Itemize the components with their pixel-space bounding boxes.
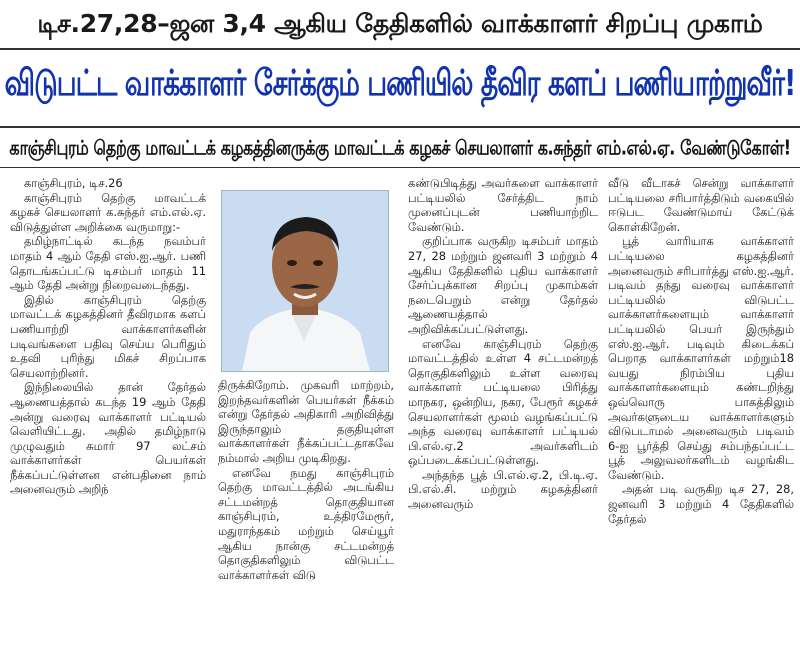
- article-column-4: [608, 176, 794, 526]
- paragraph: இதில் காஞ்சிபுரம் தெற்கு மாவட்டக் கழகத்தினர் தீவிரமாக களப் பணியாற்றி வாக்காளர்களின் படிவங்களை பதிவு செய்ய பெரிதும் உதவி புரிந்து மிகச் சிறப்பாக செயலாற்றினர்.: [10, 292, 206, 380]
- article-column-2: [218, 378, 394, 582]
- headline-main: விடுபட்ட வாக்காளர் சேர்க்கும் பணியில் தீவிர களப் பணியாற்றுவீர்!: [4, 62, 796, 105]
- paragraph: பூத் வாரியாக வாக்காளர் பட்டியலை கழகத்தினர் அனைவரும் சரிபார்த்து எஸ்.ஐ.ஆர். படிவம் தந்து வரைவு வாக்காளர் பட்டியலில் விடுபட்ட வாக்காளர்களையும் வாக்காளர் பட்டியலில் பெயர் இருந்தும் எஸ்.ஐ.ஆர். படிவும் கிடைக்கப் பெறாத வாக்காளர்கள் மற்றும்18 வயது நிரம்பிய புதிய வாக்காளர்களையும் கண்டறிந்து ஒவ்வொரு பாகத்திலும் அவர்களுடைய வாக்காளர்களும் விடுபடாமல் அனைவரும் படிவம் 6-ஐ பூர்த்தி செய்து சம்பந்தப்பட்ட பூத் அலுவலர்களிடம் வழங்கிட வேண்டும்.: [608, 234, 795, 482]
- paragraph: எனவே நமது காஞ்சிபுரம் தெற்கு மாவட்டத்தில் அடங்கிய சட்டமன்றத் தொகுதியான காஞ்சிபுரம், உத்திரமேரூர், மதுராந்தகம் மற்றும் செய்யூர் ஆகிய நான்கு சட்டமன்றத் தொகுதிகளிலும் விடுபட்ட வாக்காளர்கள் விடு: [218, 465, 394, 582]
- paragraph: தமிழ்நாட்டில் கடந்த நவம்பர் மாதம் 4 ஆம் தேதி எஸ்.ஐ.ஆர். பணி தொடங்கப்பட்டு டிசம்பர் மாதம் 11 ஆம் தேதி அன்று நிறைவடைந்தது.: [10, 234, 206, 293]
- headline-sub: காஞ்சிபுரம் தெற்கு மாவட்டக் கழகத்தினருக்கு மாவட்டக் கழகச் செயலாளர் க.சுந்தர் எம்.எல்.ஏ. வேண்டுகோள்!: [9, 135, 791, 160]
- paragraph: காஞ்சிபுரம் தெற்கு மாவட்டக் கழகச் செயலாளர் க.சுந்தர் எம்.எல்.ஏ. விடுத்துள்ள அறிக்கை வருமாறு:-: [10, 190, 206, 234]
- paragraph: அந்தந்த பூத் பி.எல்.ஏ.2, பி.டி.ஏ. பி.எல்.சி. மற்றும் கழகத்தினர் அனைவரும்: [408, 467, 598, 512]
- portrait-icon: [222, 191, 388, 371]
- paragraph: வீடு வீடாகச் சென்று வாக்காளர் பட்டியலை சரிபார்த்திடும் வகையில் ஈடுபட வேண்டுமாய் கேட்டுக் கொள்கிறேன்.: [608, 176, 794, 234]
- paragraph: இந்நிலையில் தான் தேர்தல் ஆணையத்தால் கடந்த 19 ஆம் தேதி அன்று வரைவு வாக்காளர் பட்டியல் வெளியிட்டது. அதில் தமிழ்நாடு முழுவதும் சுமார் 97 லட்சம் வாக்காளர்கள் பெயர்கள் நீக்கப்பட்டுள்ளன என்பதினை நாம் அனைவரும் அறிந்: [10, 380, 206, 497]
- paragraph: அதன் படி வருகிற டிச 27, 28, ஜனவரி 3 மற்றும் 4 தேதிகளில் தேர்தல்: [608, 482, 794, 526]
- paragraph: கண்டுபிடித்து அவர்களை வாக்காளர் பட்டியலில் சேர்த்திட நாம் முனைப்புடன் பணியாற்றிட வேண்டும்.: [408, 176, 598, 234]
- paragraph: குறிப்பாக வருகிற டிசம்பர் மாதம் 27, 28 மற்றும் ஜனவரி 3 மற்றும் 4 ஆகிய தேதிகளில் புதிய வாக்காளர் சேர்ப்புக்கான சிறப்பு முகாம்கள் நடைபெறும் என்று தேர்தல் ஆணையத்தால் அறிவிக்கப்பட்டுள்ளது.: [408, 234, 598, 336]
- divider-bottom: [0, 167, 800, 168]
- paragraph: திருக்கிறோம். முகவரி மாற்றம், இறந்தவர்களின் பெயர்கள் நீக்கம் என்று தேர்தல் அதிகாரி அறிவித்து இருந்தாலும் தகுதியுள்ள வாக்காளர்கள் நீக்கப்பட்டதாகவே நம்மால் அறிய முடிகிறது.: [218, 378, 394, 465]
- article-column-1: [10, 176, 206, 497]
- article-column-3: [408, 176, 598, 512]
- paragraph: எனவே காஞ்சிபுரம் தெற்கு மாவட்டத்தில் உள்ள 4 சட்டமன்றத் தொகுதிகளிலும் உள்ள வரைவு வாக்காளர் பட்டியலை பிரித்து மாநகர, ஒன்றிய, நகர, பேரூர் கழகச் செயலாளர்கள் மூலம் வழங்கப்பட்டு அந்த வரைவு வாக்காளர் பட்டியல் பி.எல்.ஏ.2 அவர்களிடம் ஒப்படைக்கப்பட்டுள்ளது.: [408, 336, 598, 468]
- headline-top: டிச.27,28–ஜன 3,4 ஆகிய தேதிகளில் வாக்காளர் சிறப்பு முகாம்: [37, 9, 763, 38]
- portrait-photo: [221, 190, 389, 372]
- dateline: காஞ்சிபுரம், டிச.26: [24, 176, 123, 190]
